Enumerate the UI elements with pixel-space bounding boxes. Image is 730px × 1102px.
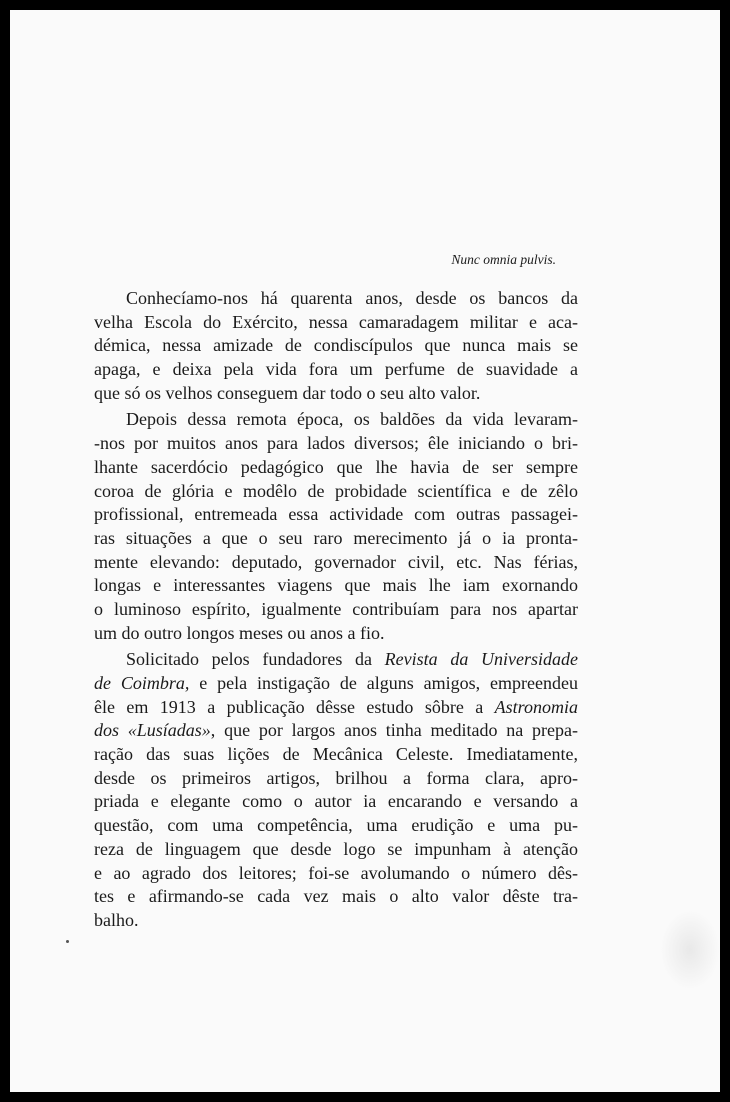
text-line <box>94 719 578 743</box>
text-line: longas e interessantes viagens que mais lhe iam exornando <box>94 575 578 596</box>
text-line: coroa de glória e modêlo de probidade scientífica e de zêlo <box>94 480 578 501</box>
text-line: reza de linguagem que desde logo se impunham à atenção <box>94 838 578 859</box>
text-line: mente elevando: deputado, governador civil, etc. Nas férias, <box>94 551 578 572</box>
text-line: que só os velhos conseguem dar todo o seu alto valor. <box>94 382 481 403</box>
text-line: lhante sacerdócio pedagógico que lhe havia de ser sempre <box>94 456 578 477</box>
text-line: priada e elegante como o autor ia encarando e versando a <box>94 791 578 812</box>
text-line: ras situações a que o seu raro merecimento já o ia pronta- <box>94 527 578 548</box>
text-line: Conhecíamo-nos há quarenta anos, desde os bancos da <box>126 288 578 308</box>
text-segment: Solicitado pelos fundadores da <box>126 649 385 670</box>
study-title: Astronomia <box>494 696 578 717</box>
journal-title: Revista da Universidade <box>384 649 578 670</box>
text-line <box>94 648 578 672</box>
paragraph-2 <box>94 408 578 645</box>
text-line: tes e afirmando-se cada vez mais o alto valor dêste tra- <box>94 886 578 907</box>
text-segment: , que por largos anos tinha meditado na prepa- <box>210 720 578 741</box>
text-segment: e pela instigação de alguns amigos, empreendeu <box>189 673 578 693</box>
text-line <box>94 672 578 696</box>
text-line <box>94 696 578 720</box>
journal-title-cont: de Coimbra, <box>94 673 190 693</box>
text-line: ração das suas lições de Mecânica Celeste. Imediatamente, <box>94 744 578 765</box>
text-line: o luminoso espírito, igualmente contribuíam para nos apartar <box>94 598 578 619</box>
paper-smudge <box>660 910 720 990</box>
paragraph-3 <box>94 648 578 932</box>
text-line: questão, com uma competência, uma erudição e uma pu- <box>94 815 578 836</box>
epigraph: Nunc omnia pulvis. <box>451 252 556 267</box>
text-line: um do outro longos meses ou anos a fio. <box>94 622 385 643</box>
body-text <box>94 287 578 933</box>
text-line: balho. <box>94 909 139 930</box>
text-line: desde os primeiros artigos, brilhou a forma clara, apro- <box>94 767 578 788</box>
text-line: velha Escola do Exército, nessa camaradagem militar e aca- <box>94 311 578 332</box>
text-line: démica, nessa amizade de condiscípulos que nunca mais se <box>94 335 578 356</box>
ink-speck <box>66 940 69 943</box>
text-line: profissional, entremeada essa actividade com outras passagei- <box>94 504 578 525</box>
book-page <box>10 10 720 1092</box>
text-line: apaga, e deixa pela vida fora um perfume de suavidade a <box>94 359 578 380</box>
paragraph-1 <box>94 287 578 405</box>
study-title-cont: dos «Lusíadas» <box>94 720 211 741</box>
text-line: Depois dessa remota época, os baldões da vida levaram- <box>126 409 578 430</box>
text-segment: êle em 1913 a publicação dêsse estudo sôbre a <box>94 696 495 717</box>
text-line: -nos por muitos anos para lados diversos; êle iniciando o bri- <box>94 433 578 454</box>
text-line: e ao agrado dos leitores; foi-se avolumando o número dês- <box>94 862 578 883</box>
